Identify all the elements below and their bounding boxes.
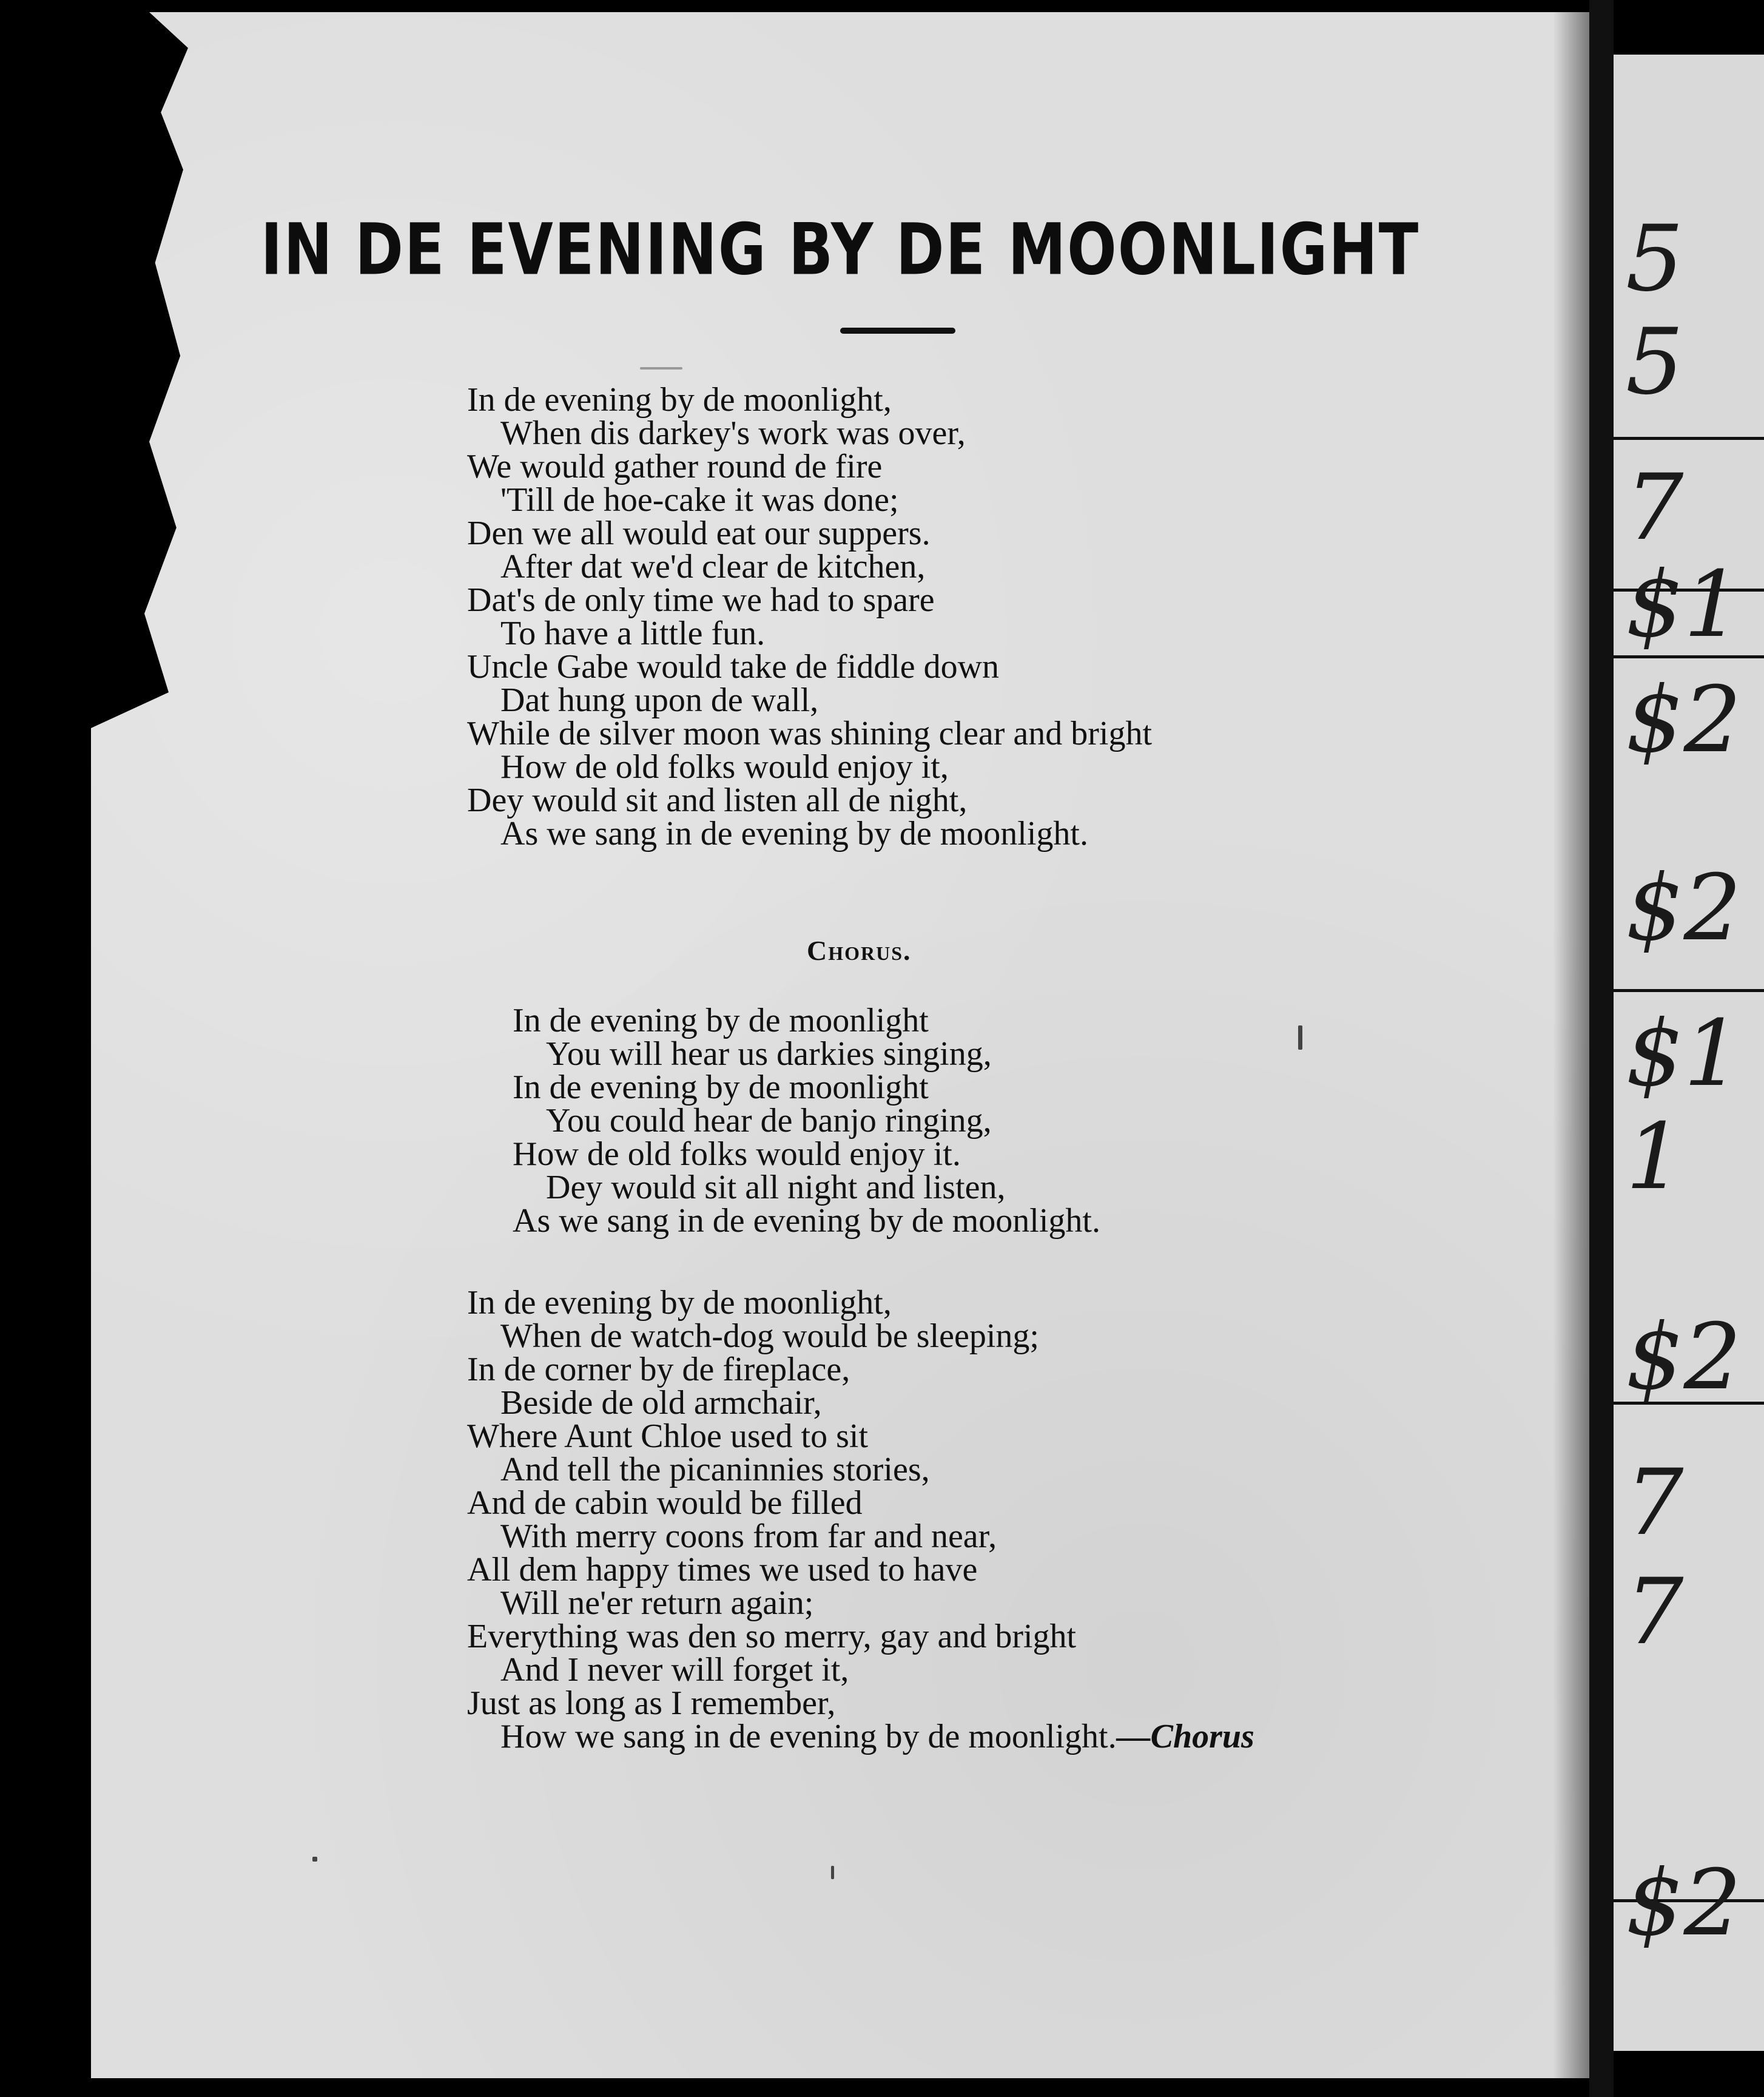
ledger-mark: 1	[1626, 1104, 1684, 1210]
verse-line-text: In de evening by de moonlight,	[467, 1284, 892, 1322]
chorus-line	[513, 1035, 1100, 1073]
verse-line-text: We would gather round de fire	[467, 448, 883, 485]
verse-line-text: With merry coons from far and near,	[500, 1518, 997, 1555]
verse-line	[467, 550, 1152, 584]
verse-line-text: In de evening by de moonlight,	[467, 381, 892, 419]
ledger-rule	[1614, 989, 1764, 992]
verse-line	[467, 1386, 1254, 1420]
verse-line-text: As we sang in de evening by de moonlight.	[500, 815, 1088, 853]
ledger-mark: 7	[1626, 455, 1684, 561]
verse-line	[467, 1353, 1254, 1386]
ledger-mark: 5	[1626, 206, 1684, 312]
chorus-text	[513, 1004, 1100, 1238]
verse-line	[467, 1684, 1254, 1722]
verse-line	[467, 748, 1152, 786]
verse-line	[467, 581, 1152, 619]
ledger-mark: 7	[1626, 1450, 1684, 1556]
verse-line-text: Just as long as I remember,	[467, 1684, 836, 1722]
chorus-reference: —Chorus	[1116, 1718, 1254, 1755]
verse-line	[467, 650, 1152, 684]
chorus-line-text: As we sang in de evening by de moonlight.	[513, 1202, 1100, 1240]
print-speck	[640, 367, 682, 370]
verse-line	[467, 1584, 1254, 1622]
verse-line-text: Dat hung upon de wall,	[500, 681, 819, 719]
ledger-mark: 7	[1626, 1559, 1684, 1665]
verse-line	[467, 414, 1152, 452]
verse-line	[467, 1553, 1254, 1587]
title-ornament-rule	[840, 328, 955, 334]
verse-line-text: While de silver moon was shining clear and bright	[467, 715, 1153, 752]
verse-line-text: To have a little fun.	[500, 615, 766, 652]
chorus-line-text: You could hear de banjo ringing,	[546, 1102, 992, 1140]
page-gutter-shadow	[1553, 12, 1589, 2078]
ledger-mark: $2	[1626, 1851, 1742, 1956]
verse-line	[467, 481, 1152, 519]
chorus-heading: Chorus.	[807, 935, 912, 966]
chorus-line	[513, 1135, 1100, 1173]
ledger-mark: 5	[1626, 309, 1684, 415]
verse-line-text: When de watch-dog would be sleeping;	[500, 1317, 1039, 1355]
verse-one	[467, 383, 1152, 851]
verse-line	[467, 1520, 1254, 1553]
chorus-line-text: How de old folks would enjoy it.	[513, 1135, 961, 1173]
verse-line	[467, 1620, 1254, 1653]
chorus-line	[513, 1071, 1100, 1104]
chorus-line	[513, 1004, 1100, 1038]
verse-line	[467, 383, 1152, 417]
verse-line-text: And de cabin would be filled	[467, 1484, 863, 1522]
ledger-mark: $2	[1626, 856, 1742, 961]
chorus-line	[513, 1204, 1100, 1238]
verse-line-text: And tell the picaninnies stories,	[500, 1451, 930, 1488]
chorus-line-text: You will hear us darkies singing,	[546, 1035, 992, 1073]
verse-line-text: When dis darkey's work was over,	[500, 414, 966, 452]
chorus-line-text: In de evening by de moonlight	[513, 1002, 929, 1039]
ledger-mark: $2	[1626, 667, 1742, 773]
verse-line-text: How we sang in de evening by de moonlight.	[500, 1718, 1117, 1755]
chorus-line-text: Dey would sit all night and listen,	[546, 1169, 1006, 1206]
verse-line	[467, 1417, 1254, 1455]
verse-line	[467, 817, 1152, 851]
verse-line	[467, 617, 1152, 650]
verse-line	[467, 1317, 1254, 1355]
chorus-line-text: In de evening by de moonlight	[513, 1069, 929, 1106]
verse-line-text: And I never will forget it,	[500, 1651, 849, 1689]
verse-line	[467, 1653, 1254, 1687]
verse-line-text: Where Aunt Chloe used to sit	[467, 1417, 869, 1455]
verse-line-text: How de old folks would enjoy it,	[500, 748, 949, 786]
verse-line-text: Dat's de only time we had to spare	[467, 581, 935, 619]
verse-line	[467, 1720, 1254, 1754]
verse-line-text: In de corner by de fireplace,	[467, 1351, 850, 1388]
verse-line-text: Dey would sit and listen all de night,	[467, 782, 968, 819]
verse-line	[467, 450, 1152, 484]
verse-line-text: Will ne'er return again;	[500, 1584, 814, 1622]
print-speck	[312, 1857, 317, 1862]
book-spine	[1589, 0, 1614, 2097]
ledger-mark: $1	[1626, 1001, 1742, 1107]
verse-line-text: After dat we'd clear de kitchen,	[500, 548, 926, 586]
verse-line-text: All dem happy times we used to have	[467, 1551, 978, 1589]
verse-line-text: Beside de old armchair,	[500, 1384, 822, 1422]
verse-line-text: 'Till de hoe-cake it was done;	[500, 481, 899, 519]
ledger-rule	[1614, 437, 1764, 440]
verse-line-text: Everything was den so merry, gay and bright	[467, 1618, 1077, 1655]
print-speck	[1298, 1025, 1302, 1050]
verse-line-text: Den we all would eat our suppers.	[467, 515, 931, 552]
verse-line-text: Uncle Gabe would take de fiddle down	[467, 648, 1000, 686]
verse-line	[467, 681, 1152, 719]
verse-line	[467, 1453, 1254, 1487]
print-speck	[831, 1866, 834, 1879]
chorus-line	[513, 1104, 1100, 1138]
verse-line	[467, 1286, 1254, 1320]
ledger-mark: $2	[1626, 1305, 1742, 1410]
song-title: IN DE EVENING BY DE MOONLIGHT	[260, 208, 1420, 291]
chorus-line	[513, 1171, 1100, 1204]
verse-line	[467, 517, 1152, 550]
adjacent-ledger-page	[1614, 55, 1764, 2051]
verse-line	[467, 1484, 1254, 1522]
ledger-mark: $1	[1626, 552, 1742, 658]
verse-line	[467, 784, 1152, 817]
verse-two	[467, 1286, 1254, 1754]
verse-line	[467, 717, 1152, 751]
